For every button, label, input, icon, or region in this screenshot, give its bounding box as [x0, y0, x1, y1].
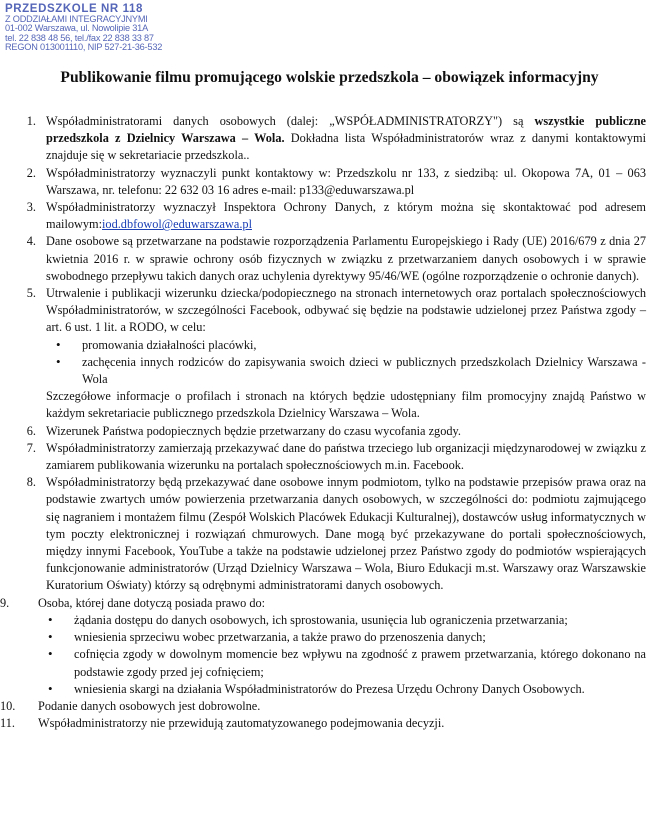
bullet-text: promowania działalności placówki, [82, 337, 257, 352]
bullet-text: wniesienia sprzeciwu wobec przetwarzania, a także prawo do przenoszenia danych; [74, 630, 486, 645]
item-text: Podanie danych osobowych jest dobrowolne. [38, 698, 261, 713]
list-item-10 [0, 698, 646, 715]
item-number: 1. [26, 114, 36, 128]
document-body [0, 113, 646, 732]
item-number: 2. [26, 165, 36, 180]
item-text: Współadministratorzy będą przekazywać dane osobowe innym podmiotom, tylko na podstawie przepisów prawa oraz na podstawie zwartych umów powierzenia przetwarzania danych osobowych, w szczególności do: podmiotu zajmującego się nagraniem i montażem filmu (Zespół Wolskich Placówek Edukacji Kulturalnej), dostawców usług informatycznych w tym poczty elektronicznej i rozwiązań chmurowych. Dane mogą być przekazywane do portali społecznościowych, między innymi Facebook, YouTube a także na podstawie udzielonej przez Państwo zgody do podmiotów wspierających funkcjonowanie administratorów (Urząd Dzielnicy Warszawa – Wola, Biuro Edukacji m.st. Warszawy oraz Warszawskie Kuratorium Oświaty) którzy są odrębnymi administratorami danych osobowych. [46, 475, 646, 593]
item-number: 11. [0, 716, 15, 731]
bullet-text: cofnięcia zgody w dowolnym momencie bez wpływu na zgodność z prawem przetwarzania, którego dokonano na podstawie zgody przed jej cofnięciem; [74, 647, 646, 679]
item-text [46, 199, 646, 233]
item-text-part: Współadministratorami danych osobowych (dalej: „WSPÓŁADMINISTRATORZY") są [46, 114, 535, 128]
bullet-item [42, 629, 646, 646]
item-number: 4. [26, 234, 36, 249]
item-text-part: Współadministratorzy wyznaczył Inspektora Ochrony Danych, z którym można się skontaktować pod adresem mailowym: [46, 200, 646, 232]
stamp-line: 01-002 Warszawa, ul. Nowolipie 31A [5, 24, 148, 34]
list-item-4 [8, 233, 646, 285]
list-item-8 [8, 474, 646, 594]
item-text: Współadministratorzy zamierzają przekazywać dane do państwa trzeciego lub organizacji międzynarodowej w związku z zamiarem publikowania wizerunku na portalach społecznościowych m.in. Facebook. [46, 440, 646, 473]
bullet-text: żądania dostępu do danych osobowych, ich sprostowania, usunięcia lub ograniczenia przetwarzania; [74, 612, 568, 627]
list-item-7 [8, 440, 646, 474]
item-number: 6. [26, 423, 36, 438]
bullet-item [42, 646, 646, 680]
bullet-item [42, 681, 646, 698]
stamp-line: tel. 22 838 48 56, tel./fax 22 838 33 87 [5, 33, 154, 43]
list-item-9 [0, 595, 646, 698]
item-text: Wizerunek Państwa podopiecznych będzie przetwarzany do czasu wycofania zgody. [46, 423, 461, 438]
bullet-item [50, 337, 646, 354]
stamp-line: REGON 013001110, NIP 527-21-36-532 [5, 43, 163, 53]
item-text: Osoba, której dane dotyczą posiada prawo do: [38, 595, 266, 610]
list-item-3 [8, 199, 646, 233]
item-text: Współadministratorzy nie przewidują zautomatyzowanego podejmowania decyzji. [38, 716, 445, 731]
bullet-item [42, 612, 646, 629]
item-number: 10. [0, 698, 16, 713]
item-text: Dane osobowe są przetwarzane na podstawie rozporządzenia Parlamentu Europejskiego i Rady (UE) 2016/679 z dnia 27 kwietnia 2016 r. w sprawie ochrony osób fizycznych w związku z przetwarzaniem danych osobowych i w sprawie swobodnego przepływu takich danych oraz uchylenia dyrektywy 95/46/WE (ogólne rozporządzenie o ochronie danych). [46, 234, 646, 283]
bullet-text: wniesienia skargi na działania Współadministratorów do Prezesa Urzędu Ochrony Danych Osobowych. [74, 681, 585, 696]
item-text-bold: wszystkie publiczne przedszkola z Dzielnicy Warszawa – Wola. [46, 114, 646, 146]
institution-stamp [5, 3, 210, 53]
document-title: Publikowanie filmu promującego wolskie przedszkola – obowiązek informacyjny [60, 69, 599, 86]
item-number: 7. [26, 440, 36, 455]
list-item-11 [0, 715, 646, 732]
item-text: Współadministratorzy wyznaczyli punkt kontaktowy w: Przedszkolu nr 133, z siedzibą: ul. Okopowa 7A, 01 – 063 Warszawa, nr. telefonu: 22 632 03 16 adres e-mail: p133@eduwarszawa.pl [46, 165, 646, 197]
item-after-text: Szczegółowe informacje o profilach i stronach na których będzie udostępniany film promocyjny znajdą Państwo w każdym sekretariacie publicznego przedszkola Dzielnicy Warszawa – Wola. [46, 389, 646, 421]
item-number: 9. [0, 595, 10, 610]
item-text-part: Dokładna lista Współadministratorów wraz z danymi kontaktowymi znajduje się w sekretariacie przedszkola.. [46, 131, 646, 163]
stamp-line: PRZEDSZKOLE NR 118 [5, 3, 143, 15]
item-number: 5. [26, 286, 36, 301]
item-text: Utrwalenie i publikacji wizerunku dziecka/podopiecznego na stronach internetowych oraz portalach społecznościowych Współadministratorów, w szczególności Facebook, odbywać się będzie na podstawie udzielonej przez Państwa zgody – art. 6 ust. 1 lit. a RODO, w celu: [46, 286, 646, 335]
list-item-6 [8, 423, 646, 440]
item-text [46, 113, 646, 165]
list-item-2 [8, 165, 646, 199]
item-number: 8. [26, 475, 36, 490]
list-item-1 [8, 113, 646, 165]
bullet-text: zachęcenia innych rodziców do zapisywania swoich dzieci w publicznych przedszkolach Dzielnicy Warszawa - Wola [82, 354, 646, 387]
bullet-item [50, 354, 646, 388]
item-number: 3. [26, 200, 36, 215]
stamp-line: Z ODDZIAŁAMI INTEGRACYJNYMI [5, 15, 148, 24]
iod-email-link[interactable]: iod.dbfowol@eduwarszawa.pl [102, 217, 252, 232]
list-item-5 [8, 285, 646, 423]
